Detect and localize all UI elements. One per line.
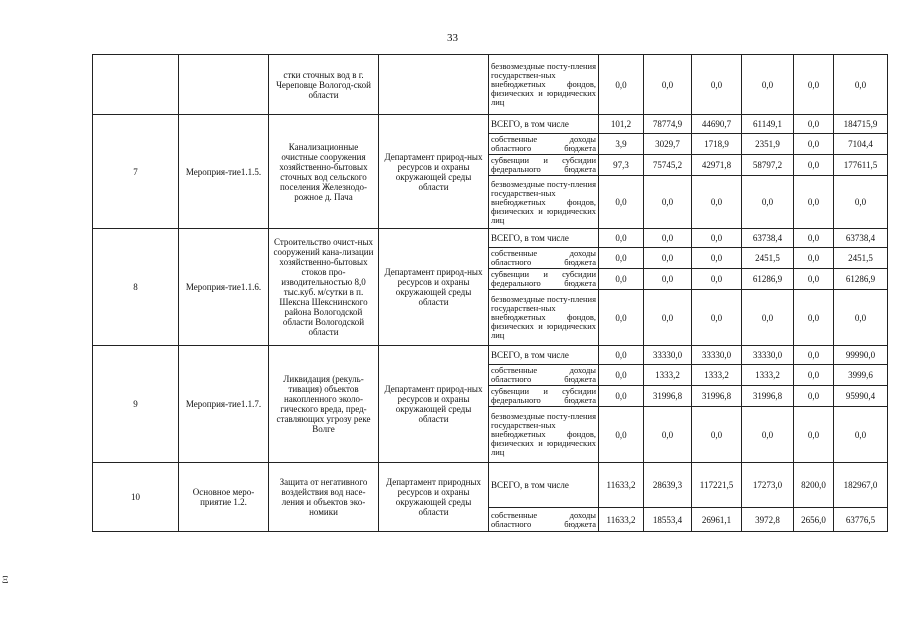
amount-cell: 11633,2 (599, 463, 644, 508)
funding-source-cell: собственные доходы областного бюджета (489, 365, 599, 386)
amount-cell: 182967,0 (834, 463, 888, 508)
amount-cell: 0,0 (599, 248, 644, 269)
event-name-cell: Канализационные очистные сооружения хозяйственно-бытовых сточных вод сельского поселения Железнодо-рожное д. Пача (269, 115, 379, 229)
amount-cell: 1718,9 (692, 134, 742, 155)
responsible-cell: Департамент природ-ных ресурсов и охраны окружающей среды области (379, 229, 489, 346)
row-number-cell: 10 (93, 463, 179, 532)
amount-cell: 184715,9 (834, 115, 888, 134)
amount-cell: 0,0 (742, 55, 794, 115)
amount-cell: 0,0 (794, 229, 834, 248)
amount-cell: 0,0 (599, 269, 644, 290)
amount-cell: 0,0 (599, 229, 644, 248)
amount-cell: 31996,8 (742, 386, 794, 407)
event-type-cell: Мероприя-тие1.1.7. (179, 346, 269, 463)
amount-cell: 0,0 (644, 176, 692, 229)
responsible-cell: Департамент природ-ных ресурсов и охраны окружающей среды области (379, 115, 489, 229)
amount-cell: 0,0 (794, 407, 834, 463)
amount-cell: 58797,2 (742, 155, 794, 176)
amount-cell: 33330,0 (742, 346, 794, 365)
amount-cell: 17273,0 (742, 463, 794, 508)
amount-cell: 0,0 (692, 290, 742, 346)
table-row (93, 229, 888, 248)
amount-cell: 0,0 (599, 365, 644, 386)
amount-cell: 0,0 (794, 155, 834, 176)
amount-cell: 0,0 (794, 55, 834, 115)
amount-cell: 26961,1 (692, 508, 742, 532)
amount-cell: 44690,7 (692, 115, 742, 134)
funding-source-cell: субвенции и субсидии федерального бюджета (489, 386, 599, 407)
amount-cell: 0,0 (834, 290, 888, 346)
table-row (93, 55, 888, 115)
amount-cell: 0,0 (599, 290, 644, 346)
funding-source-cell: собственные доходы областного бюджета (489, 134, 599, 155)
amount-cell: 61149,1 (742, 115, 794, 134)
amount-cell: 0,0 (692, 269, 742, 290)
side-margin-mark: Ξ (2, 575, 9, 586)
amount-cell: 3029,7 (644, 134, 692, 155)
amount-cell: 18553,4 (644, 508, 692, 532)
amount-cell: 0,0 (644, 269, 692, 290)
page-number: 33 (447, 32, 458, 44)
row-number-cell (93, 55, 179, 115)
amount-cell: 0,0 (794, 386, 834, 407)
amount-cell: 0,0 (599, 55, 644, 115)
amount-cell: 101,2 (599, 115, 644, 134)
amount-cell: 0,0 (644, 55, 692, 115)
amount-cell: 42971,8 (692, 155, 742, 176)
amount-cell: 117221,5 (692, 463, 742, 508)
amount-cell: 0,0 (742, 176, 794, 229)
amount-cell: 0,0 (742, 290, 794, 346)
funding-source-cell: ВСЕГО, в том числе (489, 229, 599, 248)
amount-cell: 2656,0 (794, 508, 834, 532)
amount-cell: 2451,5 (742, 248, 794, 269)
amount-cell: 0,0 (599, 176, 644, 229)
amount-cell: 0,0 (644, 248, 692, 269)
amount-cell: 61286,9 (834, 269, 888, 290)
amount-cell: 75745,2 (644, 155, 692, 176)
funding-source-cell: безвозмездные посту-пления государствен-ных внебюджетных фондов, физических и юридических лиц (489, 55, 599, 115)
amount-cell: 2351,9 (742, 134, 794, 155)
amount-cell: 31996,8 (692, 386, 742, 407)
amount-cell: 99990,0 (834, 346, 888, 365)
amount-cell: 78774,9 (644, 115, 692, 134)
responsible-cell: Департамент природных ресурсов и охраны окружающей среды области (379, 463, 489, 532)
amount-cell: 0,0 (834, 55, 888, 115)
funding-source-cell: ВСЕГО, в том числе (489, 463, 599, 508)
amount-cell: 11633,2 (599, 508, 644, 532)
amount-cell: 31996,8 (644, 386, 692, 407)
amount-cell: 0,0 (644, 407, 692, 463)
amount-cell: 0,0 (599, 386, 644, 407)
responsible-cell (379, 55, 489, 115)
amount-cell: 3972,8 (742, 508, 794, 532)
row-number-cell: 7 (93, 115, 179, 229)
funding-source-cell: безвозмездные посту-пления государствен-ных внебюджетных фондов, физических и юридических лиц (489, 290, 599, 346)
funding-source-cell: безвозмездные посту-пления государствен-ных внебюджетных фондов, физических и юридических лиц (489, 407, 599, 463)
amount-cell: 28639,3 (644, 463, 692, 508)
amount-cell: 0,0 (644, 290, 692, 346)
amount-cell: 0,0 (692, 176, 742, 229)
amount-cell: 97,3 (599, 155, 644, 176)
amount-cell: 0,0 (794, 365, 834, 386)
event-type-cell: Основное меро-приятие 1.2. (179, 463, 269, 532)
event-type-cell (179, 55, 269, 115)
row-number-cell: 8 (93, 229, 179, 346)
event-name-cell: стки сточных вод в г. Череповце Вологод-ской области (269, 55, 379, 115)
amount-cell: 0,0 (692, 248, 742, 269)
amount-cell: 7104,4 (834, 134, 888, 155)
amount-cell: 0,0 (794, 176, 834, 229)
amount-cell: 0,0 (794, 134, 834, 155)
funding-source-cell: ВСЕГО, в том числе (489, 115, 599, 134)
amount-cell: 0,0 (599, 407, 644, 463)
amount-cell: 1333,2 (742, 365, 794, 386)
amount-cell: 177611,5 (834, 155, 888, 176)
amount-cell: 0,0 (794, 269, 834, 290)
amount-cell: 63776,5 (834, 508, 888, 532)
funding-source-cell: субвенции и субсидии федерального бюджета (489, 155, 599, 176)
amount-cell: 0,0 (692, 55, 742, 115)
amount-cell: 61286,9 (742, 269, 794, 290)
event-type-cell: Мероприя-тие1.1.5. (179, 115, 269, 229)
budget-table (92, 54, 888, 532)
amount-cell: 0,0 (599, 346, 644, 365)
amount-cell: 1333,2 (692, 365, 742, 386)
event-name-cell: Строительство очист-ных сооружений кана-лизации хозяйственно-бытовых стоков про-изводительностью 8,0 тыс.куб. м/сутки в п. Шексна Шекснинского района Вологодской области Вологодской области (269, 229, 379, 346)
table-row (93, 346, 888, 365)
amount-cell: 63738,4 (742, 229, 794, 248)
amount-cell: 0,0 (834, 407, 888, 463)
amount-cell: 63738,4 (834, 229, 888, 248)
amount-cell: 0,0 (742, 407, 794, 463)
amount-cell: 0,0 (644, 229, 692, 248)
amount-cell: 0,0 (692, 229, 742, 248)
amount-cell: 0,0 (692, 407, 742, 463)
amount-cell: 3,9 (599, 134, 644, 155)
table-row (93, 463, 888, 508)
amount-cell: 0,0 (834, 176, 888, 229)
amount-cell: 0,0 (794, 290, 834, 346)
amount-cell: 33330,0 (644, 346, 692, 365)
funding-source-cell: ВСЕГО, в том числе (489, 346, 599, 365)
funding-source-cell: субвенции и субсидии федерального бюджета (489, 269, 599, 290)
event-type-cell: Мероприя-тие1.1.6. (179, 229, 269, 346)
amount-cell: 3999,6 (834, 365, 888, 386)
responsible-cell: Департамент природ-ных ресурсов и охраны окружающей среды области (379, 346, 489, 463)
amount-cell: 0,0 (794, 248, 834, 269)
amount-cell: 2451,5 (834, 248, 888, 269)
funding-source-cell: собственные доходы областного бюджета (489, 248, 599, 269)
table-row (93, 115, 888, 134)
row-number-cell: 9 (93, 346, 179, 463)
amount-cell: 0,0 (794, 346, 834, 365)
amount-cell: 8200,0 (794, 463, 834, 508)
amount-cell: 1333,2 (644, 365, 692, 386)
funding-source-cell: безвозмездные посту-пления государствен-ных внебюджетных фондов, физических и юридических лиц (489, 176, 599, 229)
event-name-cell: Защита от негативного воздействия вод насе-ления и объектов эко-номики (269, 463, 379, 532)
amount-cell: 33330,0 (692, 346, 742, 365)
event-name-cell: Ликвидация (рекуль-тивация) объектов накопленного эколо-гического вреда, пред-ставляющих угрозу реке Волге (269, 346, 379, 463)
amount-cell: 95990,4 (834, 386, 888, 407)
funding-source-cell: собственные доходы областного бюджета (489, 508, 599, 532)
amount-cell: 0,0 (794, 115, 834, 134)
